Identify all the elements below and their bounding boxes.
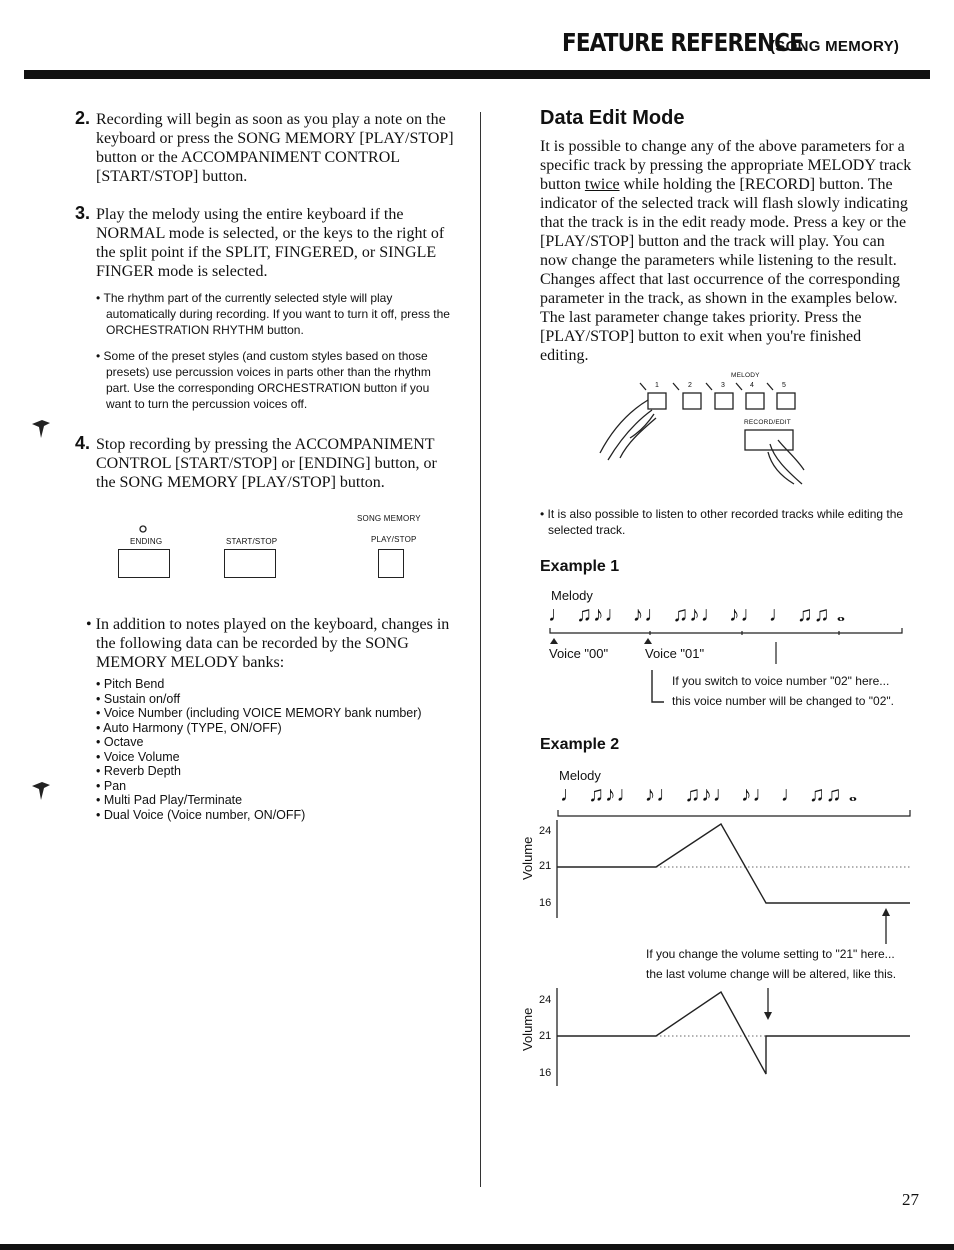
note-percussion: • Some of the preset styles (and custom styles based on those presets) use percussion voices in parts other than the rhythm part. Use the corresponding ORCHESTRATION button if you want to turn the percussion voices off.	[96, 349, 431, 411]
list-item: • Reverb Depth	[96, 764, 181, 778]
list-item: • Sustain on/off	[96, 691, 181, 706]
list-item: • Pan	[96, 778, 127, 793]
example-2-heading: Example 2	[540, 736, 620, 753]
ending-indicator-icon	[138, 524, 148, 534]
start-stop-button[interactable]	[224, 549, 276, 578]
list-item: • Voice Volume	[96, 749, 180, 764]
song-memory-label: SONG MEMORY	[357, 514, 421, 523]
step-text: Stop recording by pressing the ACCOMPANIMENT CONTROL [START/STOP] or [ENDING] button, or the SONG MEMORY [PLAY/STOP] button.	[96, 436, 437, 491]
track-number: 4	[750, 382, 755, 389]
start-stop-label: START/STOP	[226, 537, 278, 546]
volume-tick-24: 24	[539, 994, 552, 1006]
header-rule	[24, 70, 930, 79]
step-text: Recording will begin as soon as you play a note on the keyboard or press the SONG MEMORY [PLAY/STOP] button or the ACCOMPANIMENT CONTROL [START/STOP] button.	[96, 111, 454, 185]
list-item: • Auto Harmony (TYPE, ON/OFF)	[96, 720, 282, 735]
volume-graph-before	[556, 820, 916, 944]
example-2-melody-label: Melody	[559, 768, 601, 783]
example-1-notation: ♩ ♫♪♩ ♪♩ ♫♪♩ ♪♩ ♩ ♫♫ 𝅝	[548, 602, 847, 626]
example-1-caption: this voice number will be changed to "02".	[672, 694, 894, 708]
example-2-caption: the last volume change will be altered, like this.	[646, 967, 897, 981]
example-1-caption: If you switch to voice number "02" here...	[672, 674, 890, 688]
volume-axis-label: Volume	[520, 1007, 535, 1051]
example-2-notation: ♩ ♫♪♩ ♪♩ ♫♪♩ ♪♩ ♩ ♫♫ 𝅝	[560, 782, 859, 806]
example-1-heading: Example 1	[540, 558, 620, 575]
column-divider	[480, 112, 481, 1187]
play-stop-button[interactable]	[378, 549, 404, 578]
list-item: • Pitch Bend	[96, 677, 165, 691]
track-number: 2	[688, 382, 693, 389]
volume-tick-21: 21	[539, 860, 552, 872]
ending-button[interactable]	[118, 549, 170, 578]
listen-note: • It is also possible to listen to other recorded tracks while editing the selected track.	[540, 507, 904, 537]
volume-tick-24: 24	[539, 825, 552, 837]
step-number: 3.	[75, 203, 91, 223]
step-number: 4.	[75, 433, 91, 453]
footer-rule	[0, 1244, 954, 1250]
volume-tick-21: 21	[539, 1030, 552, 1042]
track-number: 1	[655, 382, 660, 389]
page-subtitle: (SONG MEMORY)	[770, 38, 900, 55]
volume-graph-after	[556, 988, 916, 1088]
volume-tick-16: 16	[539, 897, 552, 909]
margin-pointer-icon	[30, 780, 52, 802]
track-number: 5	[782, 382, 787, 389]
play-stop-label: PLAY/STOP	[371, 535, 417, 544]
page-title: FEATURE REFERENCE	[562, 28, 803, 57]
example-1-bracket	[646, 668, 666, 708]
example-2-caption: If you change the volume setting to "21" here...	[646, 947, 895, 961]
melody-buttons-diagram	[590, 378, 820, 488]
volume-tick-16: 16	[539, 1067, 552, 1079]
example-1-melody-label: Melody	[551, 588, 593, 603]
data-edit-paragraph: It is possible to change any of the above parameters for a specific track by pressing the appropriate MELODY track button twice while holding the [RECORD] button. The indicator of the selected track will flash slowly indicating that the track is in the edit ready mode. Press a key or the [PLAY/STOP] button and the track will play. You can now change the parameters while listening to the result. Changes affect that last occurrence of the corresponding parameter in the track, as shown in the examples below. The last parameter change takes priority. Press the [PLAY/STOP] button to exit when you're finished editing.	[540, 138, 912, 364]
list-item: • Multi Pad Play/Terminate	[96, 793, 243, 807]
voice-00-label: Voice "00"	[549, 646, 609, 661]
margin-pointer-icon	[30, 418, 52, 440]
volume-axis-label: Volume	[520, 836, 535, 880]
list-item: • Octave	[96, 735, 144, 749]
note-rhythm: • The rhythm part of the currently selected style will play automatically during recording. If you want to turn it off, press the ORCHESTRATION RHYTHM button.	[96, 291, 450, 337]
addition-paragraph: • In addition to notes played on the keyboard, changes in the following data can be recorded by the SONG MEMORY MELODY banks:	[86, 616, 450, 671]
voice-01-label: Voice "01"	[645, 646, 705, 661]
list-item: • Voice Number (including VOICE MEMORY bank number)	[96, 706, 422, 720]
step-number: 2.	[75, 108, 91, 128]
data-edit-mode-heading: Data Edit Mode	[540, 107, 685, 129]
ending-label: ENDING	[130, 537, 163, 546]
record-edit-label: RECORD/EDIT	[744, 419, 791, 426]
list-item: • Dual Voice (Voice number, ON/OFF)	[96, 807, 306, 822]
recordable-data-list	[96, 677, 456, 822]
page-number: 27	[902, 1190, 919, 1209]
track-number: 3	[721, 382, 726, 389]
step-text: Play the melody using the entire keyboard if the NORMAL mode is selected, or the keys to the right of the split point if the SPLIT, FINGERED, or SINGLE FINGER mode is selected.	[96, 206, 445, 280]
melody-label: MELODY	[731, 372, 760, 379]
